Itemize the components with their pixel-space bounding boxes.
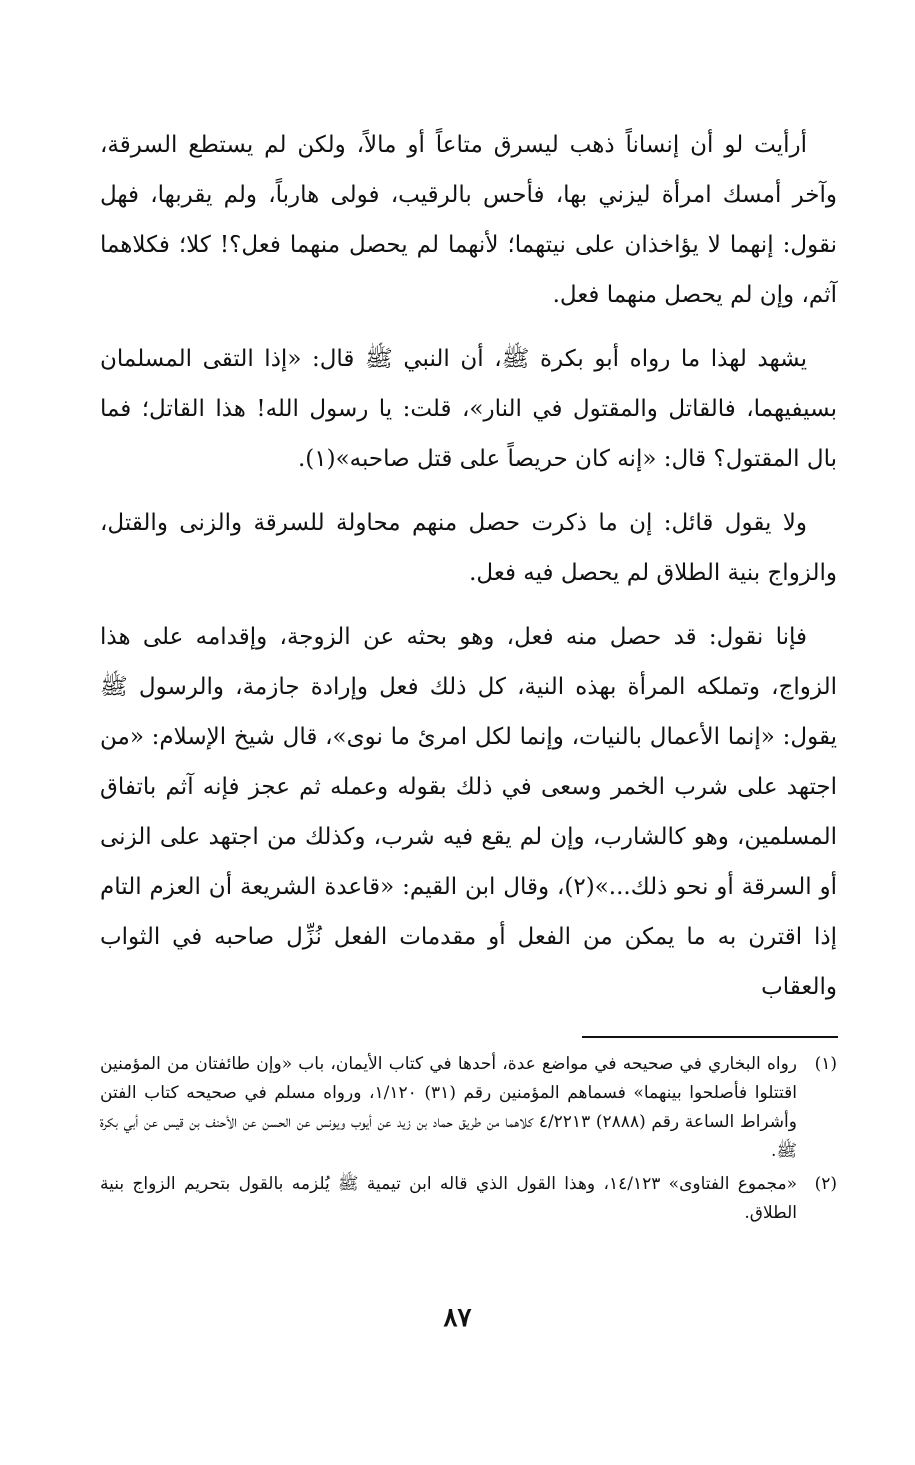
page-number: ٨٧ bbox=[443, 1303, 472, 1333]
footnote-2 bbox=[100, 1170, 837, 1228]
footnote-text: رواه البخاري في صحيحه في مواضع عدة، أحدها في كتاب الأيمان، باب «وإن طائفتان من المؤمنين اقتتلوا فأصلحوا بينهما» فسماهم المؤمنين رقم (٣١) ١/١٢٠، ورواه مسلم في صحيحه كتاب الفتن وأشراط الساعة رقم (٢٨٨٨) ٤/٢٢١٣ كلاهما من طريق حماد بن زيد عن أيوب ويونس عن الحسن عن الأحنف بن قيس عن أبي بكرة ﷺ. bbox=[100, 1054, 797, 1161]
footnote-number: (٢) bbox=[814, 1174, 837, 1194]
footnotes bbox=[100, 1050, 837, 1232]
body-text bbox=[100, 120, 837, 1026]
footnote-1 bbox=[100, 1050, 837, 1166]
footnote-text: «مجموع الفتاوى» ١٤/١٢٣، وهذا القول الذي قاله ابن تيمية ﷺ يُلزمه بالقول بتحريم الزواج بنية الطلاق. bbox=[100, 1174, 797, 1223]
paragraph-4: فإنا نقول: قد حصل منه فعل، وهو بحثه عن الزوجة، وإقدامه على هذا الزواج، وتملكه المرأة بهذه النية، كل ذلك فعل وإرادة جازمة، والرسول ﷺ يقول: «إنما الأعمال بالنيات، وإنما لكل امرئ ما نوى»، قال شيخ الإسلام: «من اجتهد على شرب الخمر وسعى في ذلك بقوله وعمله ثم عجز فإنه آثم باتفاق المسلمين، وهو كالشارب، وإن لم يقع فيه شرب، وكذلك من اجتهد على الزنى أو السرقة أو نحو ذلك...»(٢)، وقال ابن القيم: «قاعدة الشريعة أن العزم التام إذا اقترن به ما يمكن من الفعل أو مقدمات الفعل نُزِّل صاحبه في الثواب والعقاب bbox=[100, 624, 837, 1000]
paragraph-3: ولا يقول قائل: إن ما ذكرت حصل منهم محاولة للسرقة والزنى والقتل، والزواج بنية الطلاق لم يحصل فيه فعل. bbox=[100, 510, 837, 586]
paragraph-1: أرأيت لو أن إنساناً ذهب ليسرق متاعاً أو مالاً، ولكن لم يستطع السرقة، وآخر أمسك امرأة ليزني بها، فأحس بالرقيب، فولى هارباً، ولم يقربها، فهل نقول: إنهما لا يؤاخذان على نيتهما؛ لأنهما لم يحصل منهما فعل؟! كلا؛ فكلاهما آثم، وإن لم يحصل منهما فعل. bbox=[100, 132, 837, 308]
paragraph-2: يشهد لهذا ما رواه أبو بكرة ﷺ، أن النبي ﷺ قال: «إذا التقى المسلمان بسيفيهما، فالقاتل والمقتول في النار»، قلت: يا رسول الله! هذا القاتل؛ فما بال المقتول؟ قال: «إنه كان حريصاً على قتل صاحبه»(١). bbox=[100, 346, 837, 472]
footnote-divider bbox=[582, 1036, 838, 1038]
footnote-number: (١) bbox=[814, 1054, 837, 1074]
